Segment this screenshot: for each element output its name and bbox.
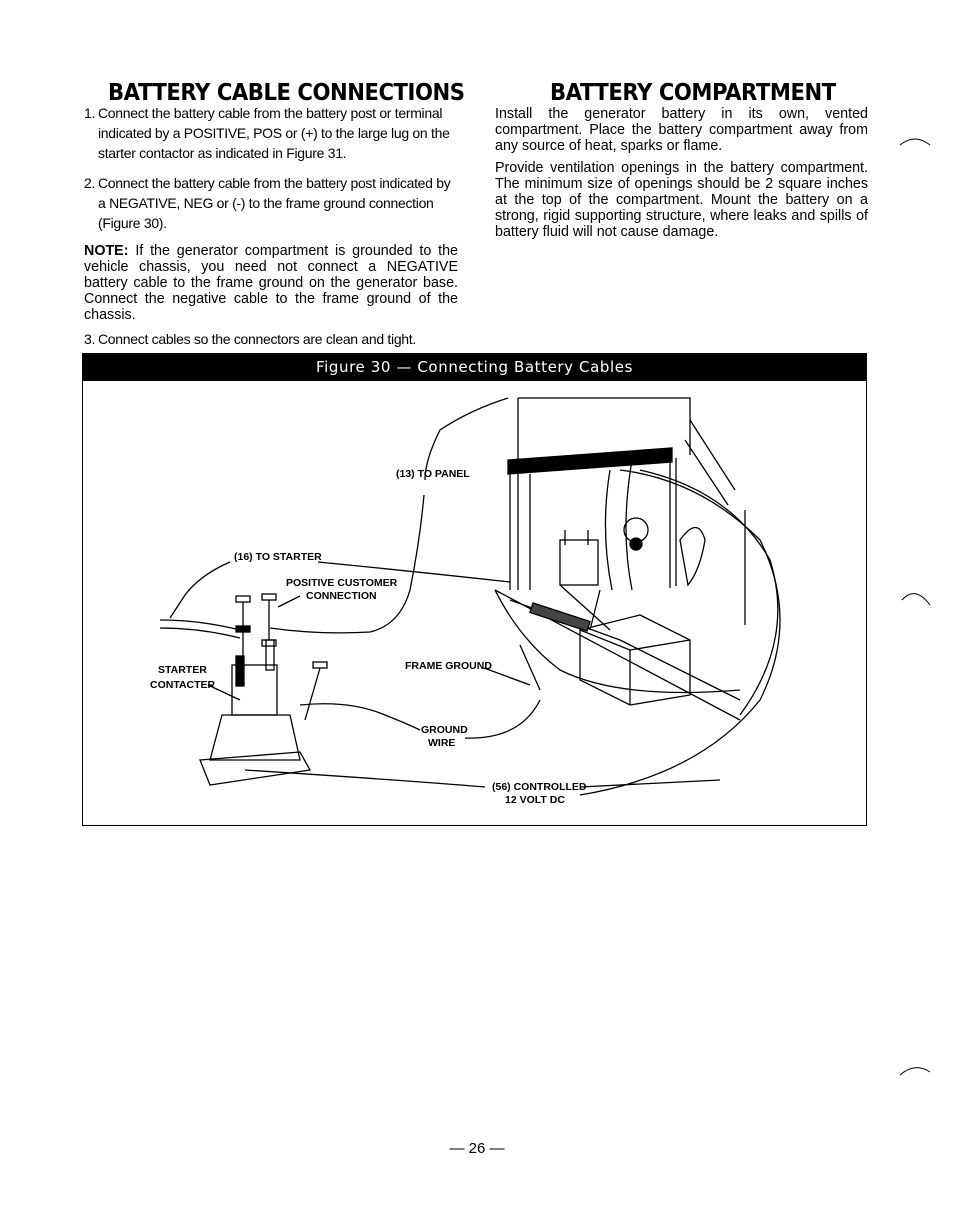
starter-label-leader — [170, 562, 230, 618]
controlled-wire-loop — [580, 470, 780, 795]
terminal-nut-2 — [262, 594, 276, 600]
ground-wire-leader — [465, 700, 540, 738]
engine-belt-left — [605, 470, 612, 590]
ground-connector — [530, 603, 590, 631]
terminal-nut-1 — [236, 596, 250, 602]
step-number: 2. — [84, 175, 96, 191]
step-text: Connect cables so the connectors are clean and tight. — [98, 331, 416, 347]
small-terminal-nut — [313, 662, 327, 668]
left-section-heading: BATTERY CABLE CONNECTIONS — [108, 80, 465, 106]
label-ground-line-1: GROUND — [421, 724, 468, 736]
label-controlled-line-1: (56) CONTROLLED — [492, 781, 587, 793]
controlled-wire-right — [580, 780, 720, 787]
label-positive-line-1: POSITIVE CUSTOMER — [286, 577, 398, 589]
label-starter-line-2: CONTACTER — [150, 679, 216, 691]
battery-box — [580, 615, 690, 705]
label-to-panel: (13) TO PANEL — [396, 468, 470, 480]
note-label: NOTE: — [84, 243, 129, 259]
label-controlled-line-2: 12 VOLT DC — [505, 794, 565, 806]
housing-diagonal-1 — [690, 420, 735, 490]
internal-strut-2 — [590, 590, 600, 630]
right-section-heading: BATTERY COMPARTMENT — [550, 80, 836, 106]
small-terminal-stud — [305, 668, 320, 720]
figure-caption: Figure 30 — Connecting Battery Cables — [83, 354, 866, 381]
step-number: 1. — [84, 105, 96, 121]
label-to-starter: (16) TO STARTER — [234, 551, 322, 563]
frame-ground-bracket — [520, 645, 540, 690]
note-text: If the generator compartment is grounded to the vehicle chassis, you need not connect a NEGATIVE battery cable to the frame ground on the generator base. Connect the negative cable to the frame ground of the chassis. — [84, 243, 459, 323]
positive-leader — [278, 596, 300, 607]
compartment-paragraph-2: Provide ventilation openings in the battery compartment. The minimum size of openings should be 2 square inches at the top of the compartment. Mount the battery on a strong, rigid supporting structure, where leaks and spills of battery fluid will not cause damage. — [495, 160, 868, 240]
label-frame-ground: FRAME GROUND — [405, 660, 492, 672]
generator-top-plate — [508, 448, 672, 474]
label-ground-line-2: WIRE — [428, 737, 456, 749]
contactor-mounting-plate — [200, 752, 310, 785]
engine-pulley-hub — [630, 538, 642, 550]
battery-box-top-side — [630, 640, 690, 650]
battery-cable-end-lower — [160, 628, 240, 638]
margin-mark-2 — [902, 594, 930, 605]
engine-bracket — [680, 528, 705, 586]
contactor-terminal-left — [236, 656, 244, 686]
panel-cable-to-contactor — [270, 495, 424, 633]
battery-box-top-front — [580, 630, 630, 650]
controlled-wire — [245, 770, 485, 787]
margin-mark-1 — [900, 139, 930, 145]
engine-belt-right — [626, 460, 632, 590]
margin-mark-3 — [900, 1068, 930, 1075]
compartment-paragraph-1: Install the generator battery in its own, vented compartment. Place the battery compartment away from any source of heat, sparks or flame. — [495, 106, 868, 154]
label-starter-line-1: STARTER — [158, 664, 207, 676]
internal-contactor — [560, 540, 598, 585]
generator-housing-top — [518, 398, 690, 455]
label-positive-line-2: CONNECTION — [306, 590, 377, 602]
page-number: — 26 — — [449, 1140, 505, 1157]
step-number: 3. — [84, 331, 96, 347]
ground-wire — [300, 704, 420, 730]
step-text: Connect the battery cable from the battery post indicated by a NEGATIVE, NEG or (-) to the frame ground connection (Figure 30). — [98, 175, 451, 231]
step-text: Connect the battery cable from the battery post or terminal indicated by a POSITIVE, POS or (+) to the large lug on the starter contactor as indicated in Figure 31. — [98, 105, 450, 161]
